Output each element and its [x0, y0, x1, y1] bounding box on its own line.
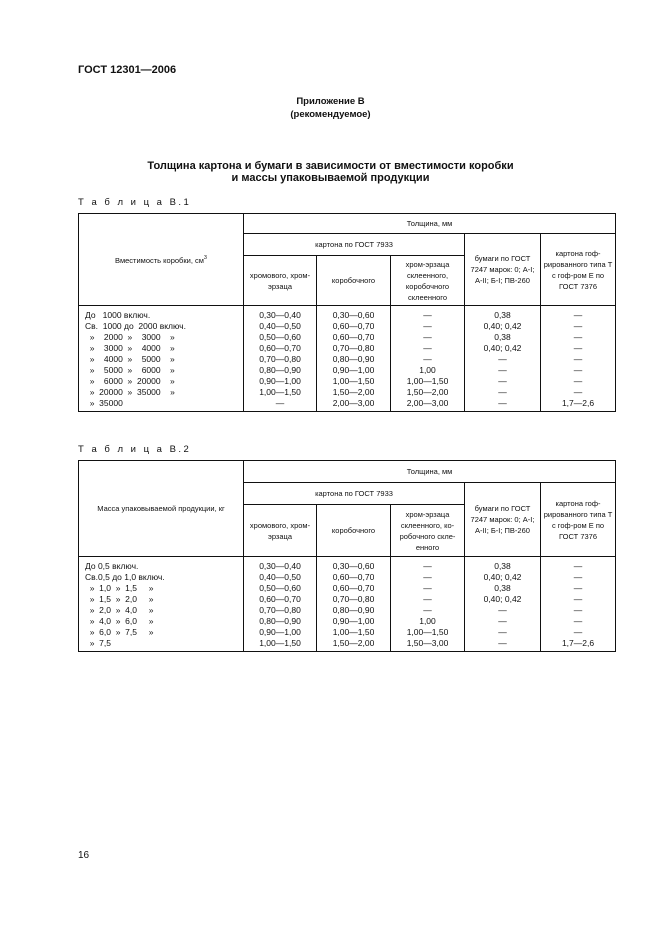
row-label-cell: » 1,0 » 1,5 »: [79, 583, 244, 594]
row-label-cell: » 20000 » 35000 »: [79, 387, 244, 398]
value-cell: 2,00—3,00: [391, 398, 465, 412]
table-row: [79, 321, 616, 332]
value-cell: —: [391, 354, 465, 365]
table-row: [79, 627, 616, 638]
value-cell: —: [541, 557, 616, 573]
value-cell: 0,80—0,90: [317, 354, 391, 365]
row-label-cell: » 2000 » 3000 »: [79, 332, 244, 343]
table1-header-glued: хром-эрзаца склеенного, коробочного склеенного: [391, 256, 465, 306]
value-cell: 0,30—0,40: [244, 306, 317, 322]
value-cell: 0,30—0,60: [317, 306, 391, 322]
document-id: ГОСТ 12301—2006: [78, 64, 177, 76]
value-cell: 0,40; 0,42: [465, 321, 541, 332]
value-cell: —: [541, 616, 616, 627]
value-cell: 1,00: [391, 365, 465, 376]
table1-caption: Т а б л и ц а В.1: [78, 197, 192, 208]
table1-header-chrome: хромового, хром-эрзаца: [244, 256, 317, 306]
value-cell: 0,90—1,00: [317, 365, 391, 376]
value-cell: —: [541, 332, 616, 343]
value-cell: 1,00—1,50: [317, 627, 391, 638]
page-number: 16: [78, 850, 90, 861]
row-label-cell: » 6000 » 20000 »: [79, 376, 244, 387]
table2-header-paper: бумаги по ГОСТ 7247 марок: 0; А-I; А-II; Б-I; ПВ-260: [465, 483, 541, 557]
value-cell: 0,60—0,70: [317, 572, 391, 583]
row-label-cell: » 4000 » 5000 »: [79, 354, 244, 365]
value-cell: —: [541, 365, 616, 376]
row-label-cell: » 2,0 » 4,0 »: [79, 605, 244, 616]
table-row: [79, 638, 616, 652]
value-cell: —: [541, 306, 616, 322]
value-cell: 1,50—3,00: [391, 638, 465, 652]
value-cell: 0,60—0,70: [244, 594, 317, 605]
table2-header-mass: Масса упаковываемой продукции, кг: [79, 461, 244, 557]
value-cell: 0,30—0,40: [244, 557, 317, 573]
value-cell: 1,00: [391, 616, 465, 627]
value-cell: 1,00—1,50: [391, 376, 465, 387]
row-label-cell: Св. 1000 до 2000 включ.: [79, 321, 244, 332]
value-cell: —: [541, 343, 616, 354]
table-row: [79, 572, 616, 583]
value-cell: 0,38: [465, 306, 541, 322]
row-label-cell: » 3000 » 4000 »: [79, 343, 244, 354]
table2-header-corrugated: картона гоф-рированного типа Т с гоф-ром Е по ГОСТ 7376: [541, 483, 616, 557]
value-cell: 1,00—1,50: [391, 627, 465, 638]
table2-header-chrome: хромового, хром-эрзаца: [244, 505, 317, 557]
value-cell: 0,70—0,80: [317, 594, 391, 605]
value-cell: —: [391, 583, 465, 594]
value-cell: 0,80—0,90: [244, 365, 317, 376]
value-cell: 0,80—0,90: [317, 605, 391, 616]
value-cell: 0,40; 0,42: [465, 343, 541, 354]
value-cell: 0,40; 0,42: [465, 594, 541, 605]
value-cell: 0,38: [465, 583, 541, 594]
value-cell: 0,90—1,00: [317, 616, 391, 627]
value-cell: —: [541, 627, 616, 638]
value-cell: —: [541, 605, 616, 616]
value-cell: —: [391, 321, 465, 332]
table-row: [79, 557, 616, 573]
value-cell: —: [391, 594, 465, 605]
table-row: [79, 354, 616, 365]
table1-header-karton: картона по ГОСТ 7933: [244, 234, 465, 256]
row-label-cell: » 1,5 » 2,0 »: [79, 594, 244, 605]
annex-type: (рекомендуемое): [290, 109, 371, 120]
value-cell: —: [465, 605, 541, 616]
value-cell: —: [541, 594, 616, 605]
value-cell: —: [541, 583, 616, 594]
value-cell: 2,00—3,00: [317, 398, 391, 412]
table1-header-corrugated: картона гоф-рированного типа Т с гоф-ром Е по ГОСТ 7376: [541, 234, 616, 306]
table1-header-capacity: Вместимость коробки, $см^3$: [79, 214, 244, 306]
section-title-line1: Толщина картона и бумаги в зависимости от вместимости коробки: [147, 160, 514, 172]
value-cell: —: [391, 605, 465, 616]
table-row: [79, 332, 616, 343]
value-cell: —: [391, 572, 465, 583]
table2: [78, 460, 616, 652]
table-row: [79, 343, 616, 354]
value-cell: 0,90—1,00: [244, 376, 317, 387]
value-cell: 0,60—0,70: [317, 321, 391, 332]
value-cell: 1,7—2,6: [541, 398, 616, 412]
table1-header-thickness: Толщина, мм: [244, 214, 616, 234]
value-cell: —: [541, 387, 616, 398]
table2-header-karton: картона по ГОСТ 7933: [244, 483, 465, 505]
value-cell: —: [465, 376, 541, 387]
value-cell: 0,50—0,60: [244, 583, 317, 594]
value-cell: 1,50—2,00: [317, 638, 391, 652]
table2-header-glued: хром-эрзаца склеенного, ко-робочного скле-енного: [391, 505, 465, 557]
table2-header-thickness: Толщина, мм: [244, 461, 616, 483]
value-cell: —: [465, 365, 541, 376]
value-cell: 0,40; 0,42: [465, 572, 541, 583]
row-label-cell: » 4,0 » 6,0 »: [79, 616, 244, 627]
row-label-cell: » 6,0 » 7,5 »: [79, 627, 244, 638]
table-row: [79, 605, 616, 616]
value-cell: —: [465, 387, 541, 398]
row-label-cell: До 1000 включ.: [79, 306, 244, 322]
value-cell: —: [541, 321, 616, 332]
row-label-cell: » 7,5: [79, 638, 244, 652]
table-row: [79, 365, 616, 376]
table1-header-paper: бумаги по ГОСТ 7247 марок: 0; А-I; А-II; Б-I; ПВ-260: [465, 234, 541, 306]
value-cell: 0,38: [465, 332, 541, 343]
value-cell: 0,60—0,70: [317, 332, 391, 343]
value-cell: —: [391, 306, 465, 322]
value-cell: 1,7—2,6: [541, 638, 616, 652]
value-cell: 0,40—0,50: [244, 572, 317, 583]
annex-label: Приложение В: [296, 96, 365, 107]
value-cell: —: [391, 343, 465, 354]
value-cell: —: [465, 616, 541, 627]
value-cell: 0,40—0,50: [244, 321, 317, 332]
table-row: [79, 594, 616, 605]
value-cell: —: [391, 332, 465, 343]
value-cell: 0,60—0,70: [317, 583, 391, 594]
value-cell: 0,70—0,80: [244, 605, 317, 616]
value-cell: 0,70—0,80: [317, 343, 391, 354]
value-cell: 0,80—0,90: [244, 616, 317, 627]
table-row: [79, 583, 616, 594]
value-cell: —: [465, 638, 541, 652]
row-label-cell: » 5000 » 6000 »: [79, 365, 244, 376]
value-cell: 0,70—0,80: [244, 354, 317, 365]
value-cell: 0,38: [465, 557, 541, 573]
value-cell: 1,00—1,50: [317, 376, 391, 387]
value-cell: 1,00—1,50: [244, 387, 317, 398]
value-cell: —: [541, 354, 616, 365]
table2-caption: Т а б л и ц а В.2: [78, 444, 192, 455]
value-cell: 0,30—0,60: [317, 557, 391, 573]
section-title-line2: и массы упаковываемой продукции: [231, 172, 430, 184]
table-row: [79, 387, 616, 398]
value-cell: —: [244, 398, 317, 412]
value-cell: —: [541, 376, 616, 387]
table2-header-box: коробочного: [317, 505, 391, 557]
table-row: [79, 616, 616, 627]
value-cell: —: [541, 572, 616, 583]
value-cell: 1,50—2,00: [317, 387, 391, 398]
row-label-cell: До 0,5 включ.: [79, 557, 244, 573]
table-row: [79, 376, 616, 387]
table-row: [79, 398, 616, 412]
table-row: [79, 306, 616, 322]
value-cell: —: [465, 354, 541, 365]
value-cell: —: [465, 398, 541, 412]
table1-header-box: коробочного: [317, 256, 391, 306]
value-cell: 0,50—0,60: [244, 332, 317, 343]
value-cell: 0,60—0,70: [244, 343, 317, 354]
value-cell: —: [465, 627, 541, 638]
value-cell: 0,90—1,00: [244, 627, 317, 638]
value-cell: —: [391, 557, 465, 573]
value-cell: 1,00—1,50: [244, 638, 317, 652]
table1: [78, 213, 616, 412]
row-label-cell: » 35000: [79, 398, 244, 412]
value-cell: 1,50—2,00: [391, 387, 465, 398]
row-label-cell: Св.0,5 до 1,0 включ.: [79, 572, 244, 583]
